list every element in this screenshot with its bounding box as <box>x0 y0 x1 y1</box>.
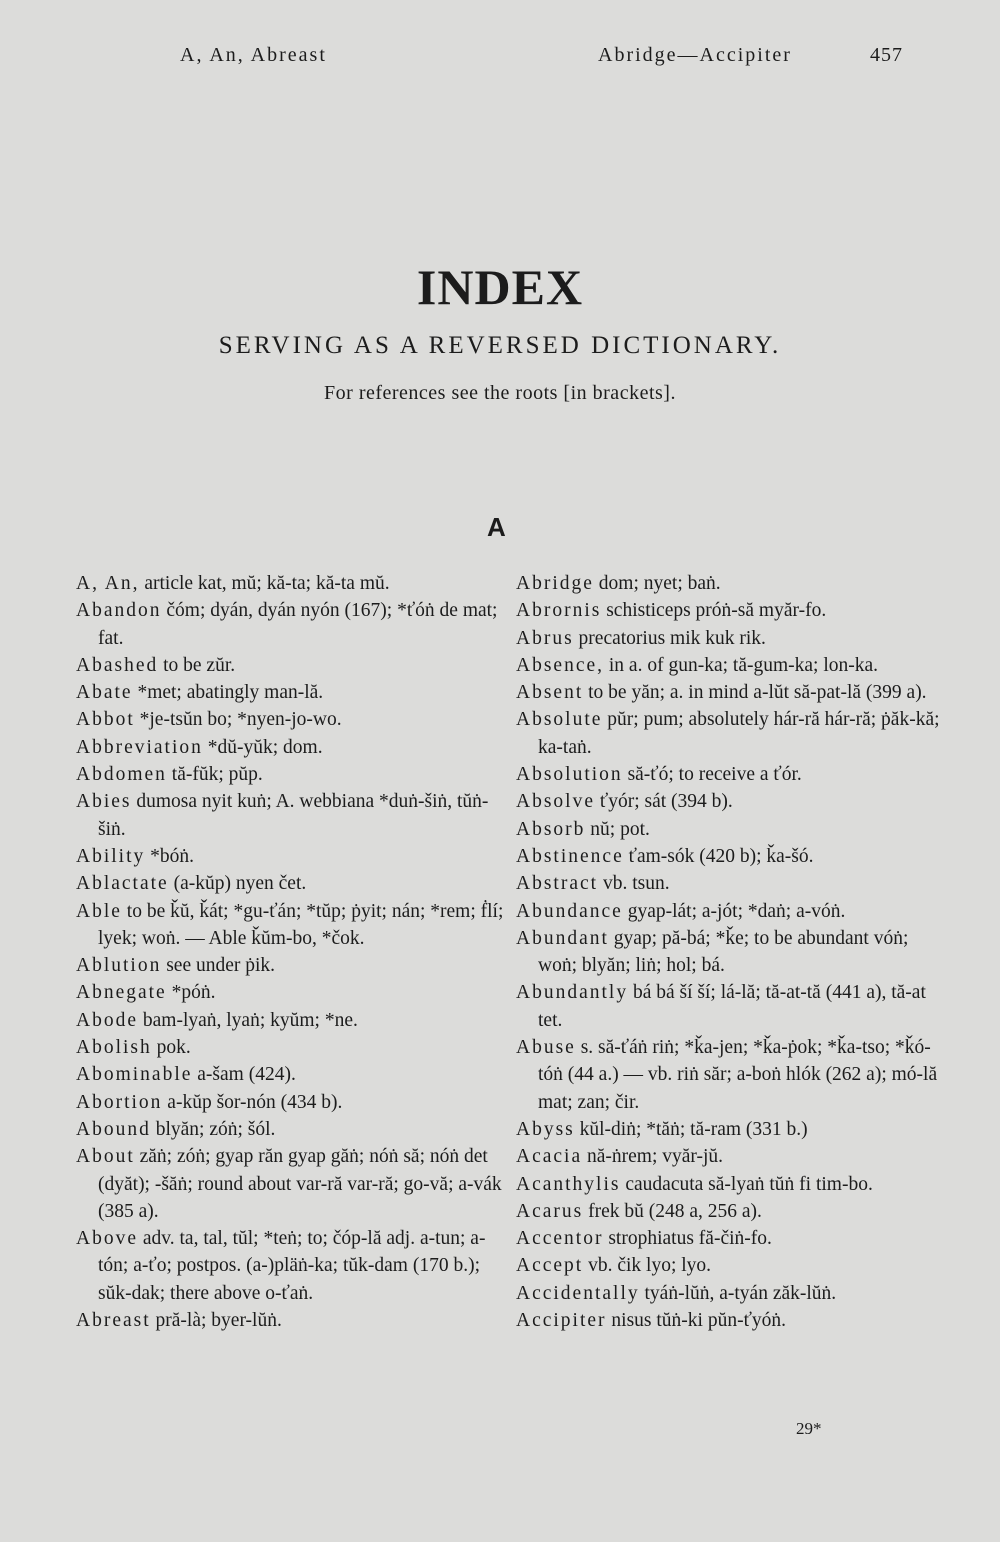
entry-headword: Absolution <box>516 764 623 786</box>
entry-definition: bá bá ší ší; lá-lă; tă-at-tă (441 a), tă-at tet. <box>538 982 926 1031</box>
entry-headword: Abies <box>76 791 132 813</box>
entry-definition: strophiatus fă-čiṅ-fo. <box>608 1228 772 1250</box>
page-subtitle: SERVING AS A REVERSED DICTIONARY. <box>218 332 782 359</box>
index-entry <box>516 652 946 679</box>
entry-headword: Absolve <box>516 791 595 813</box>
entry-headword: Absence, <box>516 654 605 676</box>
entry-headword: Abrornis <box>516 600 602 622</box>
entry-headword: Abate <box>76 682 133 704</box>
index-entry <box>516 679 946 706</box>
left-column <box>76 570 506 1334</box>
index-entry <box>516 1143 946 1170</box>
entry-headword: Abundant <box>516 927 609 949</box>
entry-definition: a-šam (424). <box>197 1064 296 1086</box>
entry-definition: pră-là; byer-lŭṅ. <box>155 1310 282 1332</box>
entry-headword: Ability <box>76 845 146 867</box>
entry-definition: frek bŭ (248 a, 256 a). <box>588 1200 762 1222</box>
entry-headword: Above <box>76 1228 138 1250</box>
index-entry <box>516 898 946 925</box>
index-entry <box>516 1198 946 1225</box>
entry-definition: pŭr; pum; absolutely hár-ră hár-ră; ṗăk-kă; ka-taṅ. <box>538 709 940 758</box>
entry-headword: A, An, <box>76 573 140 594</box>
index-entry <box>516 925 946 980</box>
entry-definition: adv. ta, tal, tŭl; *teṅ; to; čóp-lă adj. a-tun; a-tón; a-ťo; postpos. (a-)pläṅ-ka; tŭk-dam (170 b.); sŭk-dak; there above o-ťaṅ. <box>98 1228 486 1304</box>
right-column <box>516 570 946 1334</box>
entry-headword: Abstinence <box>516 845 624 867</box>
entry-headword: Accentor <box>516 1228 604 1250</box>
entry-definition: see under ṗik. <box>166 955 276 977</box>
entry-definition: gyap; pă-bá; *ǩe; to be abundant vóṅ; woṅ; blyăn; liṅ; hol; bá. <box>538 927 909 977</box>
entry-definition: to be zŭr. <box>163 654 236 676</box>
entry-definition: in a. of gun-ka; tă-gum-ka; lon-ka. <box>608 654 879 676</box>
entry-headword: Abyss <box>516 1118 575 1140</box>
entry-definition: s. să-ťáṅ riṅ; *ǩa-jen; *ǩa-ṗok; *ǩa-tso; *ǩó-tóṅ (44 a.) — vb. riṅ săr; a-boṅ hlók (262 a); mó-lă mat; zan; čir. <box>538 1037 938 1113</box>
entry-headword: Abortion <box>76 1091 163 1113</box>
entry-headword: Ablution <box>76 955 162 977</box>
entry-headword: Abode <box>76 1009 138 1031</box>
entry-headword: About <box>76 1146 135 1168</box>
entry-definition: tă-fŭk; pŭp. <box>171 764 263 786</box>
index-entry <box>76 1225 506 1307</box>
entry-definition: a-kŭp šor-nón (434 b). <box>167 1091 343 1113</box>
index-entry <box>76 843 506 870</box>
entry-definition: article kat, mŭ; kă-ta; kă-ta mŭ. <box>144 573 390 594</box>
entry-headword: Abominable <box>76 1064 193 1086</box>
reference-note: For references see the roots [in brackets]. <box>324 382 676 404</box>
running-head-center: Abridge—Accipiter <box>598 44 792 66</box>
index-entry <box>76 1007 506 1034</box>
entry-definition: ťam-sók (420 b); ǩa-šó. <box>628 845 814 867</box>
index-entry <box>76 761 506 788</box>
entry-headword: Abbot <box>76 709 135 731</box>
entry-definition: să-ťó; to receive a ťór. <box>627 764 802 786</box>
index-entry <box>516 870 946 897</box>
index-entry <box>516 1034 946 1116</box>
entry-definition: gyap-lát; a-jót; *daṅ; a-vóṅ. <box>627 900 846 922</box>
entry-definition: kŭl-diṅ; *tăṅ; tă-ram (331 b.) <box>579 1118 808 1140</box>
entry-definition: čóm; dyán, dyán nyón (167); *ťóṅ de mat; fat. <box>98 600 498 649</box>
entry-headword: Abound <box>76 1118 151 1140</box>
page-number: 457 <box>870 44 903 66</box>
index-entry <box>76 652 506 679</box>
entry-definition: to be ǩŭ, ǩát; *gu-ťán; *tŭp; ṗyit; nán; *rem; ḟlí; lyek; woṅ. — Able ǩŭm-bo, *čok. <box>98 900 504 949</box>
entry-headword: Acarus <box>516 1200 584 1222</box>
entry-headword: Able <box>76 900 122 922</box>
index-entry <box>516 1171 946 1198</box>
index-entry <box>516 597 946 624</box>
entry-definition: *met; abatingly man-lă. <box>137 682 324 704</box>
index-entry <box>516 1252 946 1279</box>
index-entry <box>76 952 506 979</box>
index-entry <box>76 734 506 761</box>
index-entry <box>76 570 506 597</box>
running-head-left: A, An, Abreast <box>180 44 327 66</box>
index-entry <box>516 843 946 870</box>
entry-definition: to be yăn; a. in mind a-lŭt să-pat-lă (399 a). <box>588 682 927 704</box>
entry-definition: nisus tŭṅ-ki pŭn-ťyóṅ. <box>611 1310 787 1332</box>
index-entry <box>76 1089 506 1116</box>
entry-headword: Abundance <box>516 900 623 922</box>
entry-definition: *póṅ. <box>171 982 216 1004</box>
entry-definition: *dŭ-yŭk; dom. <box>207 736 323 758</box>
index-entry <box>516 979 946 1034</box>
index-entry <box>76 788 506 843</box>
index-entry <box>516 816 946 843</box>
index-entry <box>76 1061 506 1088</box>
index-entry <box>516 1280 946 1307</box>
entry-definition: vb. čik lyo; lyo. <box>588 1255 712 1277</box>
entry-definition: caudacuta să-lyaṅ tŭṅ fi tim-bo. <box>625 1173 873 1195</box>
index-entry <box>76 679 506 706</box>
entry-headword: Accidentally <box>516 1282 640 1304</box>
entry-definition: (a-kŭp) nyen čet. <box>173 873 307 895</box>
index-entry <box>76 1034 506 1061</box>
entry-headword: Ablactate <box>76 873 169 895</box>
entry-headword: Abstract <box>516 873 599 895</box>
entry-definition: nŭ; pot. <box>590 818 650 840</box>
entry-definition: dumosa nyit kuṅ; A. webbiana *duṅ-šiṅ, tŭṅ-šiṅ. <box>98 791 489 840</box>
entry-definition: bam-lyaṅ, lyaṅ; kyŭm; *ne. <box>142 1009 358 1031</box>
index-entry <box>516 1307 946 1334</box>
entry-headword: Abbreviation <box>76 736 203 758</box>
index-entry <box>76 979 506 1006</box>
entry-headword: Acacia <box>516 1146 583 1168</box>
entry-definition: dom; nyet; baṅ. <box>598 573 721 594</box>
entry-headword: Abandon <box>76 600 162 622</box>
index-entry <box>516 1225 946 1252</box>
entry-definition: blyăn; zóṅ; šól. <box>155 1118 276 1140</box>
entry-definition: zăṅ; zóṅ; gyap răn gyap găṅ; nóṅ să; nóṅ det (dyăt); -šăṅ; round about var-ră var-ră; go-vă; a-vák (385 a). <box>98 1146 502 1222</box>
entry-headword: Abreast <box>76 1310 151 1332</box>
entry-definition: ťyór; sát (394 b). <box>599 791 733 813</box>
entry-definition: pok. <box>156 1037 191 1059</box>
running-head <box>0 44 1000 74</box>
index-entry <box>76 597 506 652</box>
entry-headword: Abundantly <box>516 982 629 1004</box>
page-title: INDEX <box>416 259 584 315</box>
index-entry <box>76 870 506 897</box>
entry-definition: *bóṅ. <box>150 845 195 867</box>
entry-headword: Absolute <box>516 709 603 731</box>
entry-headword: Abdomen <box>76 764 167 786</box>
entry-headword: Accipiter <box>516 1310 607 1332</box>
entry-definition: nă-ṅrem; vyăr-jŭ. <box>587 1146 724 1168</box>
entry-headword: Abridge <box>516 573 594 594</box>
entry-headword: Abashed <box>76 654 159 676</box>
index-entry <box>516 788 946 815</box>
index-entry <box>516 1116 946 1143</box>
index-entry <box>516 570 946 597</box>
entry-definition: tyáṅ-lŭṅ, a-tyán zăk-lŭṅ. <box>644 1282 837 1304</box>
index-entry <box>516 706 946 761</box>
entry-headword: Accept <box>516 1255 584 1277</box>
index-entry <box>516 625 946 652</box>
entry-definition: schisticeps próṅ-să myăr-fo. <box>606 600 827 622</box>
entry-definition: *je-tsŭn bo; *nyen-jo-wo. <box>139 709 342 731</box>
index-entry <box>76 898 506 953</box>
index-entry <box>76 706 506 733</box>
entry-headword: Absent <box>516 682 584 704</box>
entry-headword: Acanthylis <box>516 1173 621 1195</box>
entry-headword: Abuse <box>516 1037 576 1059</box>
entry-headword: Abnegate <box>76 982 167 1004</box>
index-entry <box>516 761 946 788</box>
index-entry <box>76 1307 506 1334</box>
index-entry <box>76 1143 506 1225</box>
entry-headword: Abolish <box>76 1037 152 1059</box>
entry-definition: vb. tsun. <box>602 873 670 895</box>
index-entry <box>76 1116 506 1143</box>
entry-headword: Abrus <box>516 627 574 649</box>
entry-headword: Absorb <box>516 818 586 840</box>
signature-mark: 29* <box>796 1419 822 1438</box>
entry-definition: precatorius mik kuk rik. <box>578 627 766 649</box>
section-letter: A <box>487 512 506 542</box>
